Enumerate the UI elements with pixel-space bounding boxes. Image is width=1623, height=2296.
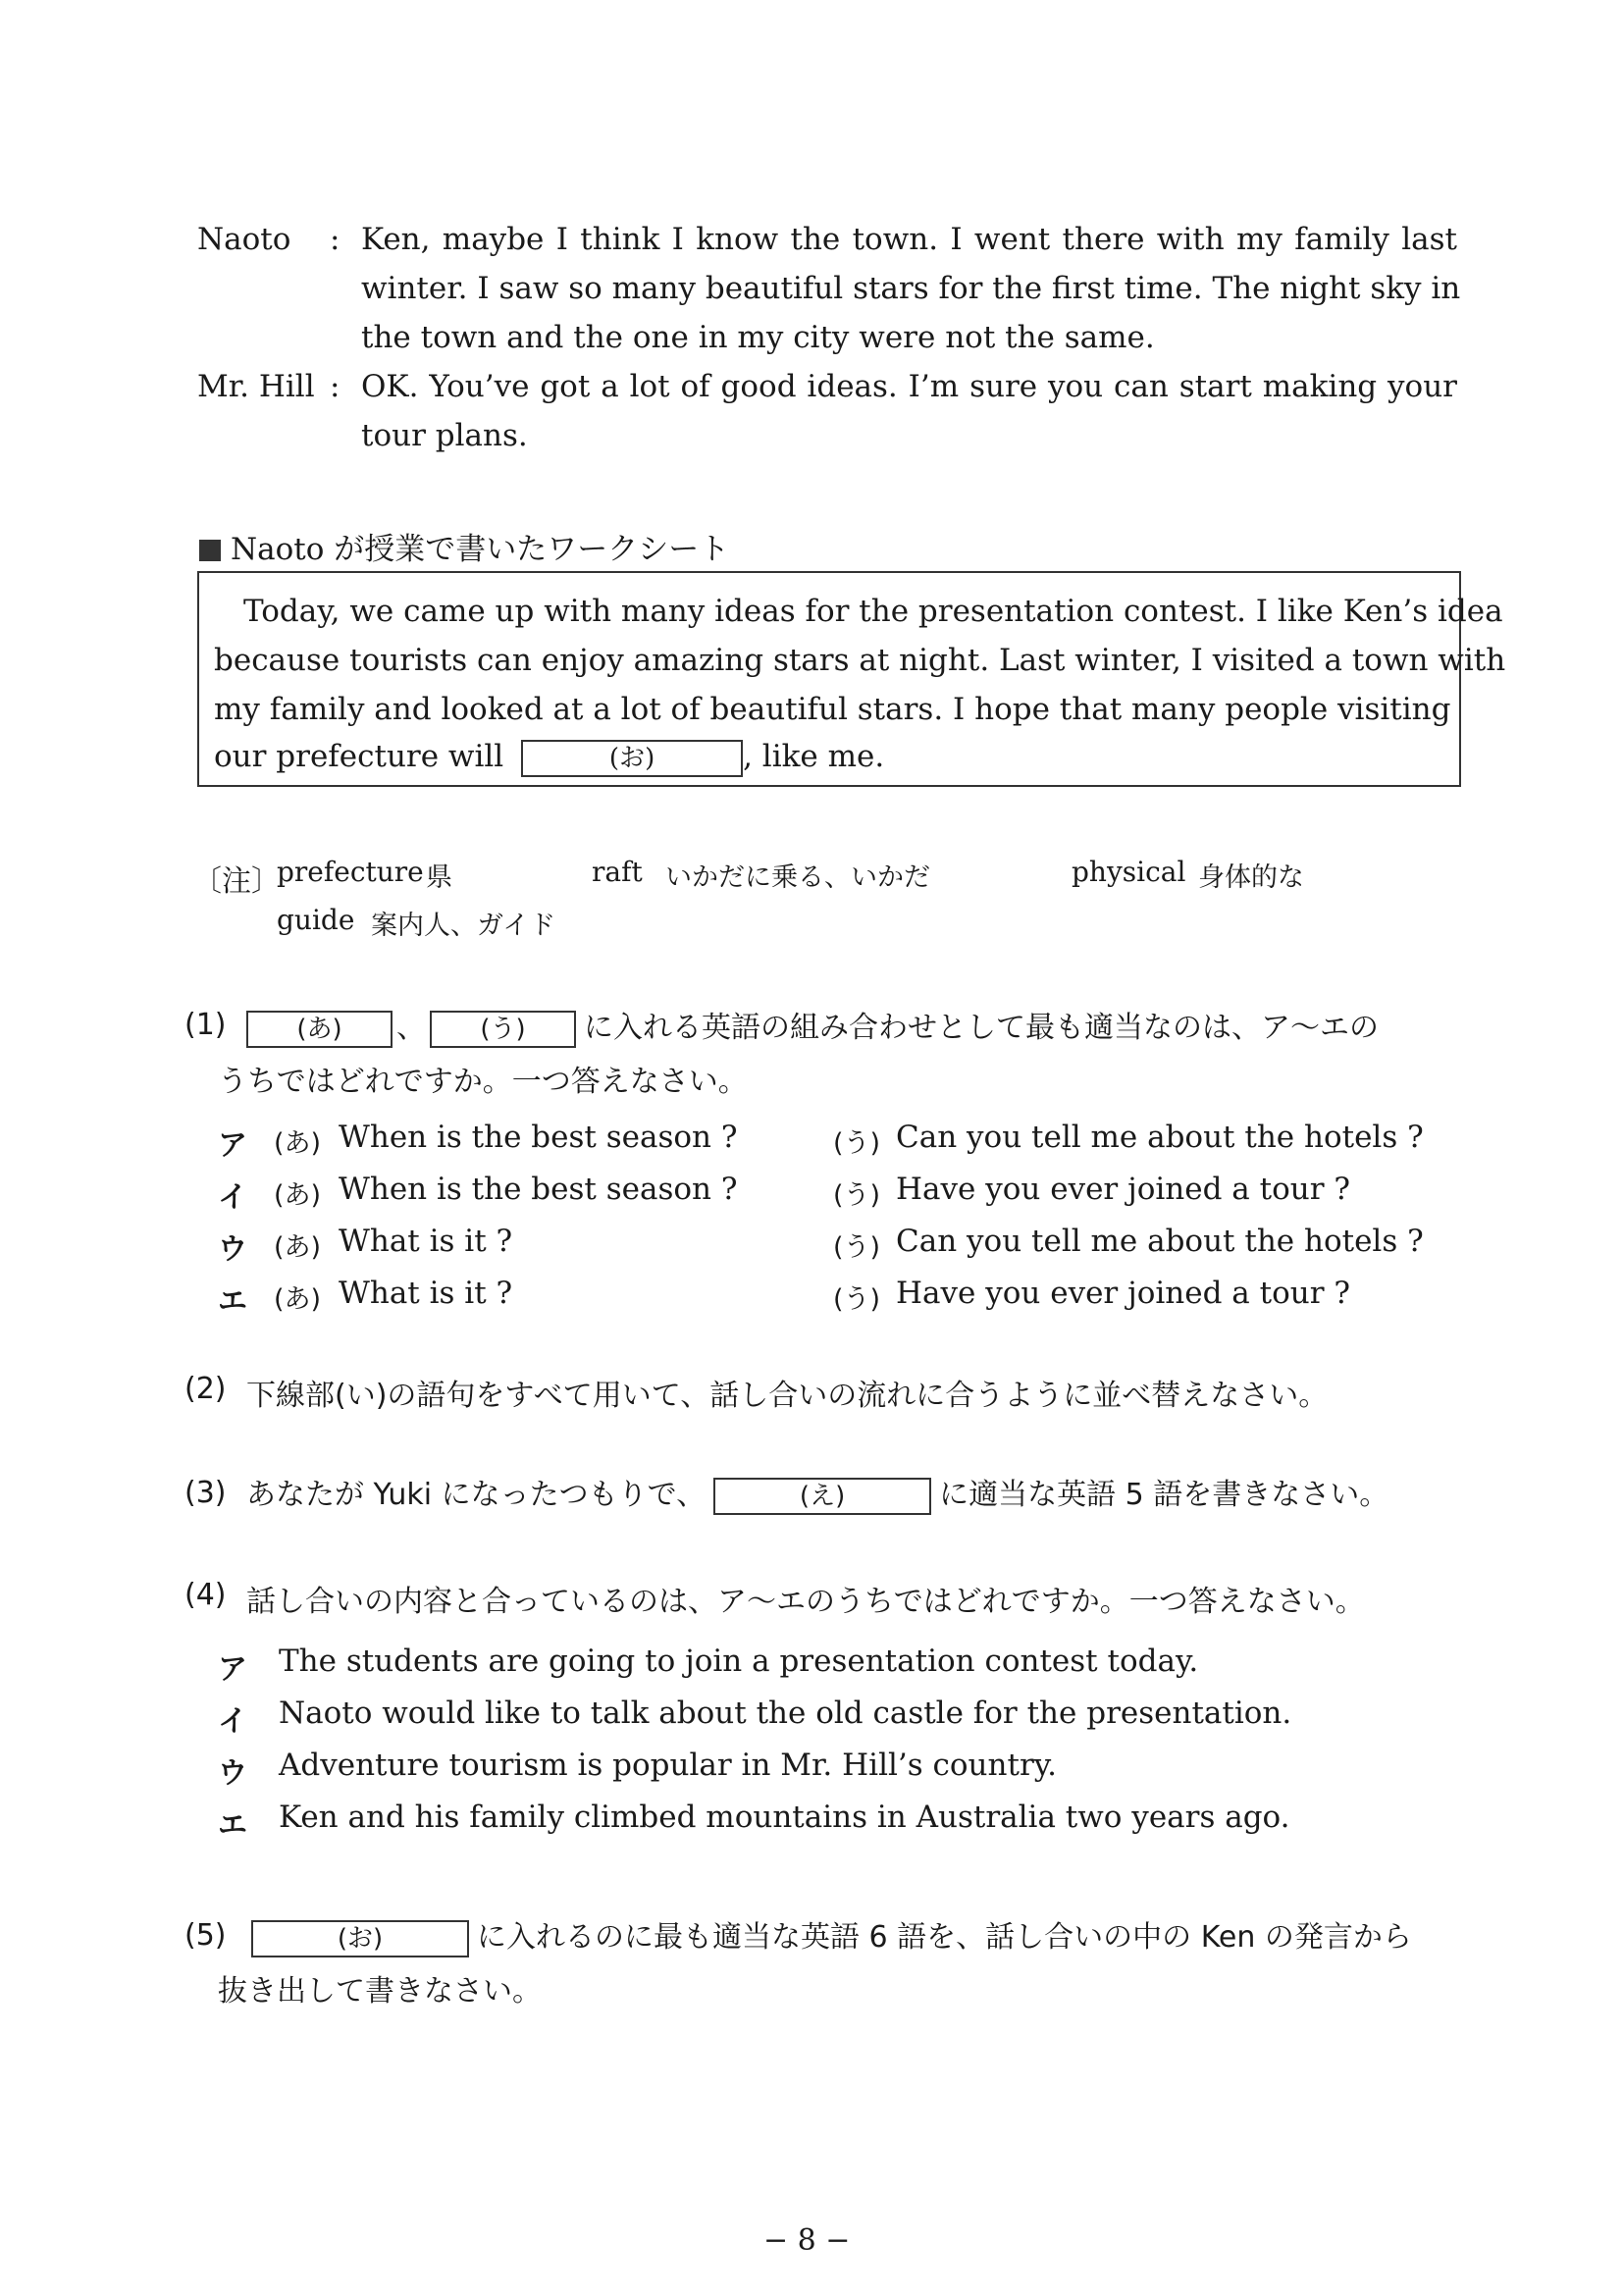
speaker-naoto: Naoto (197, 222, 291, 257)
option-label: (あ) (274, 1128, 322, 1159)
blank-a[interactable]: (あ) (246, 1011, 393, 1048)
option-text: What is it ? (339, 1276, 513, 1311)
worksheet-line: Today, we came up with many ideas for the presentation contest. I like Ken’s idea (243, 594, 1503, 629)
option-label: (あ) (274, 1180, 322, 1211)
option-mark[interactable]: イ (218, 1704, 247, 1739)
option-label: (う) (833, 1180, 881, 1211)
option-mark[interactable]: ウ (218, 1232, 247, 1267)
question-number: (5) (184, 1918, 227, 1953)
note-en: physical (1072, 856, 1186, 888)
worksheet-line: my family and looked at a lot of beautiful stars. I hope that many people visiting (214, 692, 1451, 727)
worksheet-line: because tourists can enjoy amazing stars at night. Last winter, I visited a town with (214, 643, 1506, 678)
option-text: Adventure tourism is popular in Mr. Hill’s country. (279, 1748, 1058, 1783)
question-5-text: (お) に入れるのに最も適当な英語 6 語を、話し合いの中の Ken の発言から (251, 1912, 1412, 1957)
blank-o[interactable]: (お) (251, 1920, 469, 1957)
blank-e[interactable]: (え) (713, 1478, 931, 1515)
blank-u[interactable]: (う) (430, 1011, 576, 1048)
option-mark[interactable]: ア (218, 1652, 247, 1687)
option-text: What is it ? (339, 1224, 513, 1259)
speaker-mr-hill: Mr. Hill (197, 369, 315, 404)
note-en: prefecture (277, 856, 424, 888)
option-label: (う) (833, 1232, 881, 1263)
question-2-text: 下線部(い)の語句をすべて用いて、話し合いの流れに合うように並べ替えなさい。 (246, 1379, 1329, 1413)
option-text: Can you tell me about the hotels ? (896, 1224, 1424, 1259)
question-number: (4) (184, 1578, 227, 1612)
worksheet-line: our prefecture will (お) , like me. (214, 739, 884, 777)
question-3-text: あなたが Yuki になったつもりで、 (え) に適当な英語 5 語を書きなさい。 (246, 1470, 1388, 1515)
option-mark[interactable]: エ (218, 1808, 247, 1843)
question-text: うちではどれですか。一つ答えなさい。 (218, 1065, 748, 1099)
question-text: (あ) 、 (う) に入れる英語の組み合わせとして最も適当なのは、ア～エの (246, 1003, 1379, 1048)
option-label: (う) (833, 1284, 881, 1315)
option-mark[interactable]: ア (218, 1128, 247, 1163)
dialogue-line: winter. I saw so many beautiful stars for the first time. The night sky in (361, 271, 1461, 306)
dialogue-line: the town and the one in my city were not the same. (361, 320, 1155, 355)
square-bullet-icon (199, 540, 221, 561)
option-text: Can you tell me about the hotels ? (896, 1120, 1424, 1155)
dialogue-line: tour plans. (361, 418, 528, 453)
note-en: guide (277, 904, 355, 936)
option-label: (あ) (274, 1232, 322, 1263)
dialogue-line: OK. You’ve got a lot of good ideas. I’m sure you can start making your (361, 369, 1457, 404)
question-number: (3) (184, 1476, 227, 1510)
note-en: raft (592, 856, 643, 888)
note-ja: 県 (426, 862, 452, 893)
note-ja: 身体的な (1198, 862, 1304, 893)
option-mark[interactable]: イ (218, 1180, 247, 1215)
option-text: Have you ever joined a tour ? (896, 1276, 1351, 1311)
option-mark[interactable]: エ (218, 1284, 247, 1319)
notes-mark: 〔注〕 (192, 864, 281, 899)
worksheet-heading: Naoto が授業で書いたワークシート (199, 524, 729, 568)
speaker-colon: : (330, 222, 340, 257)
option-text: Ken and his family climbed mountains in Australia two years ago. (279, 1800, 1290, 1835)
option-label: (あ) (274, 1284, 322, 1315)
question-number: (1) (184, 1008, 227, 1042)
note-ja: 案内人、ガイド (371, 911, 556, 941)
option-text: When is the best season ? (339, 1120, 738, 1155)
page-number: − 8 − (763, 2223, 851, 2258)
option-text: When is the best season ? (339, 1172, 738, 1207)
question-5-text: 抜き出して書きなさい。 (218, 1974, 542, 2009)
speaker-colon: : (330, 369, 340, 404)
blank-o[interactable]: (お) (521, 740, 743, 777)
option-mark[interactable]: ウ (218, 1756, 247, 1791)
option-label: (う) (833, 1128, 881, 1159)
option-text: Have you ever joined a tour ? (896, 1172, 1351, 1207)
question-4-text: 話し合いの内容と合っているのは、ア～エのうちではどれですか。一つ答えなさい。 (246, 1585, 1365, 1619)
option-text: The students are going to join a presentation contest today. (279, 1644, 1199, 1679)
option-text: Naoto would like to talk about the old castle for the presentation. (279, 1696, 1292, 1731)
note-ja: いかだに乗る、いかだ (665, 862, 930, 893)
dialogue-line: Ken, maybe I think I know the town. I went there with my family last (361, 222, 1457, 257)
question-number: (2) (184, 1372, 227, 1406)
